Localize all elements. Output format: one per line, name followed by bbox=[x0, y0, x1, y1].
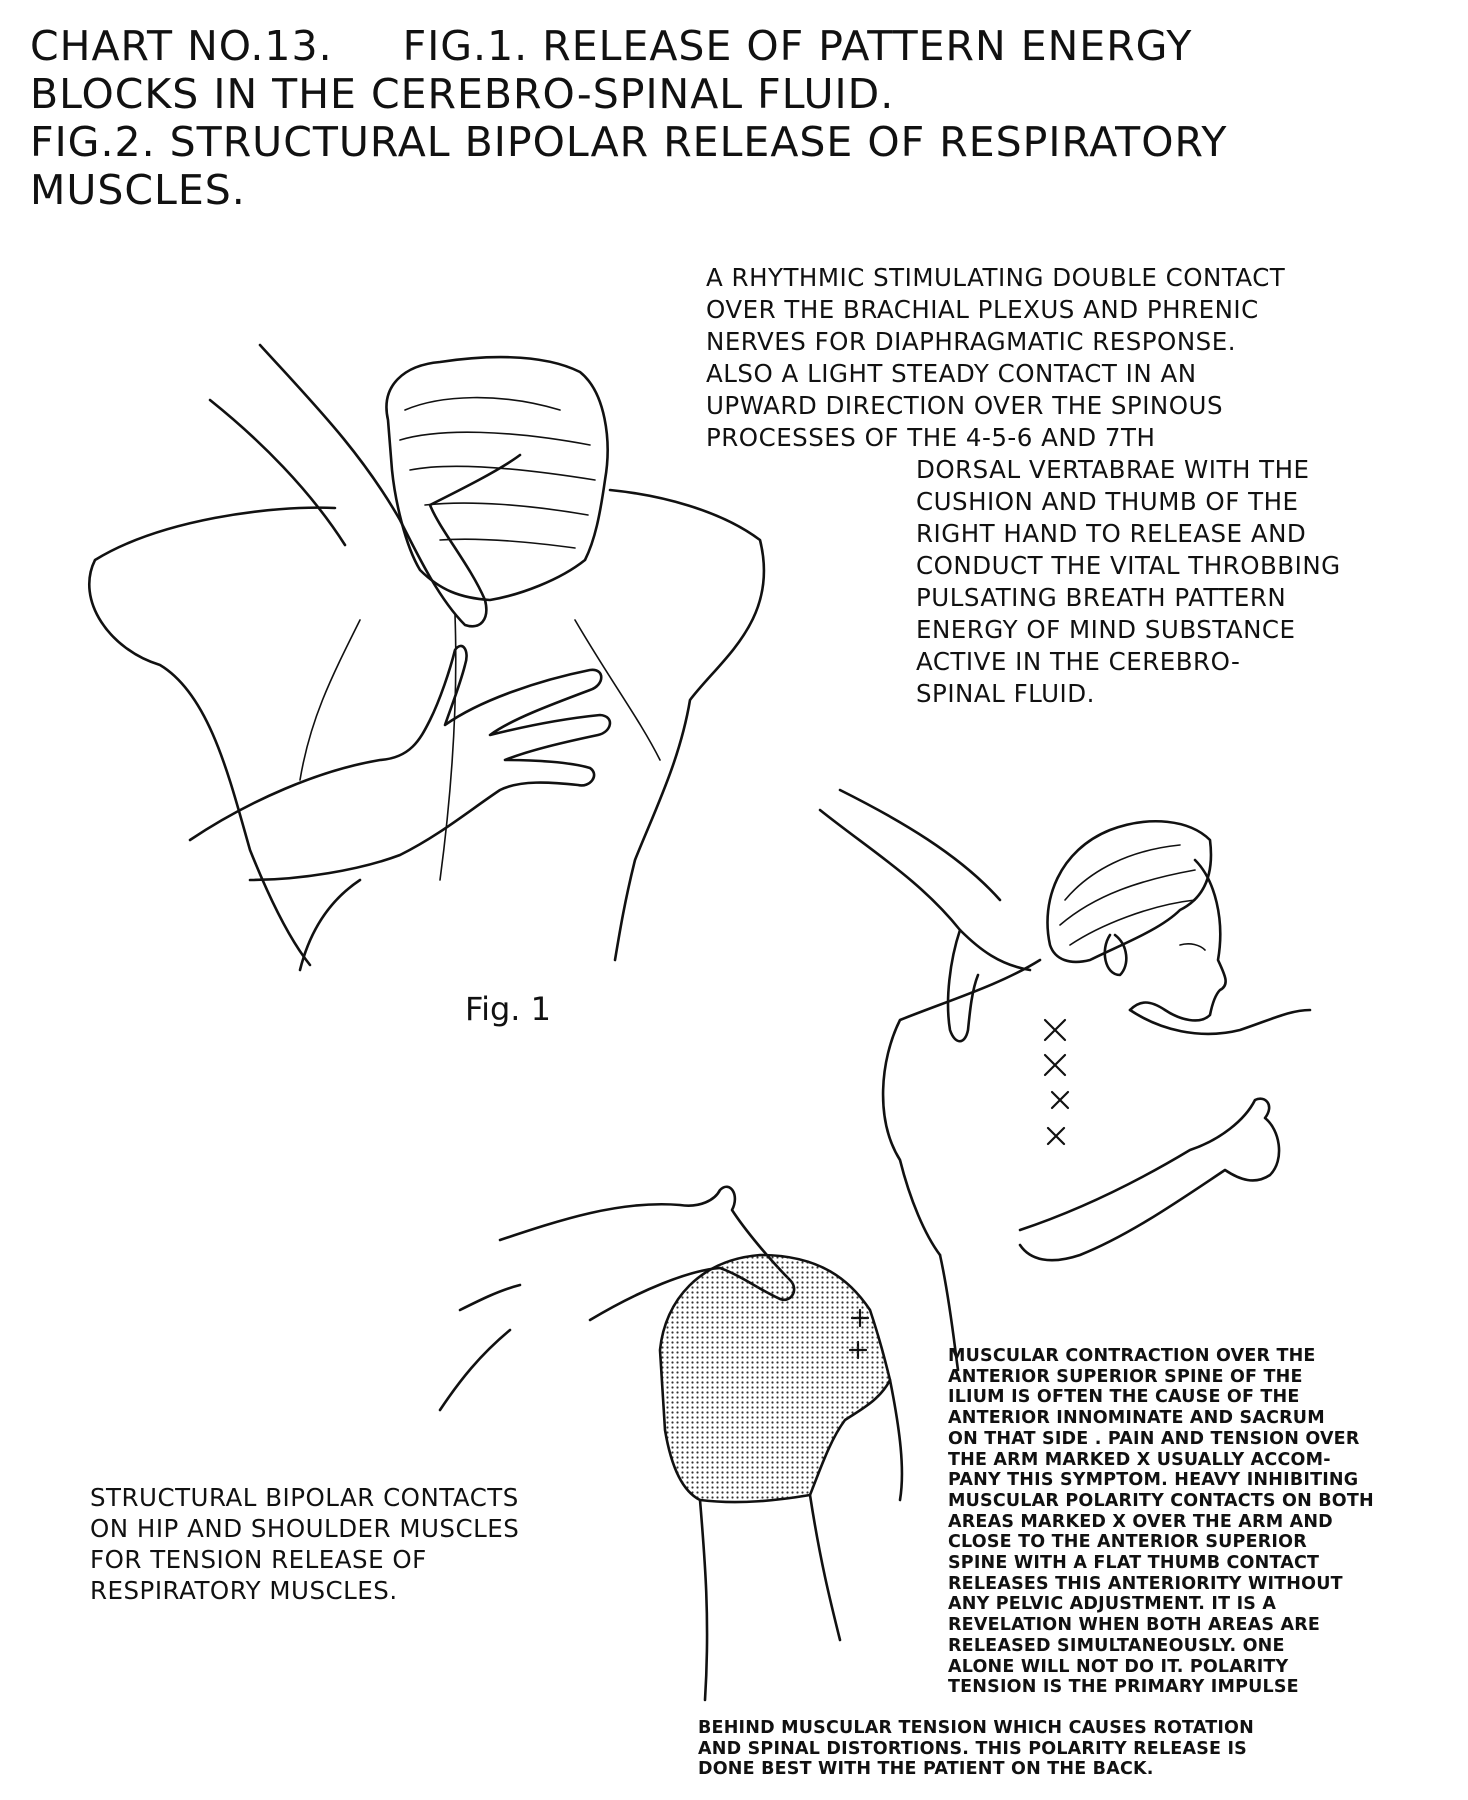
fig2-annotation-tail-line: BEHIND MUSCULAR TENSION WHICH CAUSES ROTATION bbox=[698, 1718, 1254, 1738]
title-line-1 bbox=[30, 22, 1440, 70]
fig2-caption-line: STRUCTURAL BIPOLAR CONTACTS bbox=[90, 1483, 519, 1512]
fig2-caption-line: ON HIP AND SHOULDER MUSCLES bbox=[90, 1514, 520, 1543]
fig2-annotation-line: CLOSE TO THE ANTERIOR SUPERIOR bbox=[948, 1532, 1307, 1553]
fig2-annotation-line: ANTERIOR SUPERIOR SPINE OF THE bbox=[948, 1366, 1303, 1387]
fig2-annotation-line: ALONE WILL NOT DO IT. POLARITY bbox=[948, 1656, 1289, 1677]
title-line-2: BLOCKS IN THE CEREBRO-SPINAL FLUID. bbox=[30, 70, 895, 118]
fig2-back bbox=[883, 960, 1040, 1255]
fig2-annotation bbox=[948, 1346, 1374, 1698]
fig2-caption bbox=[90, 1482, 519, 1606]
fig2-annotation-line: MUSCULAR CONTRACTION OVER THE bbox=[948, 1346, 1316, 1366]
chart-title bbox=[30, 22, 1440, 214]
fig2-shorts bbox=[660, 1255, 890, 1502]
fig1-annotation-line: OVER THE BRACHIAL PLEXUS AND PHRENIC bbox=[706, 295, 1259, 324]
fig1-annotation-line: A RHYTHMIC STIMULATING DOUBLE CONTACT bbox=[706, 263, 1286, 292]
fig2-caption-line: RESPIRATORY MUSCLES. bbox=[90, 1576, 398, 1605]
title-line-3: FIG.2. STRUCTURAL BIPOLAR RELEASE OF RESPIRATORY bbox=[30, 118, 1228, 166]
fig2-annotation-line: SPINE WITH A FLAT THUMB CONTACT bbox=[948, 1553, 1320, 1574]
fig2-x-marks bbox=[1045, 1020, 1068, 1144]
fig1-annotation-line: NERVES FOR DIAPHRAGMATIC RESPONSE. bbox=[706, 327, 1236, 356]
fig1-annotation-line: ALSO A LIGHT STEADY CONTACT IN AN bbox=[706, 359, 1197, 388]
fig2-annotation-line: PANY THIS SYMPTOM. HEAVY INHIBITING bbox=[948, 1470, 1359, 1491]
fig2-face bbox=[1130, 860, 1226, 1020]
fig1-annotation-line: PROCESSES OF THE 4-5-6 AND 7TH bbox=[706, 423, 1156, 452]
fig2-annotation-line: ILIUM IS OFTEN THE CAUSE OF THE bbox=[948, 1387, 1300, 1408]
fig1-annotation-line: ACTIVE IN THE CEREBRO- bbox=[916, 647, 1241, 676]
fig1-annotation-line: CONDUCT THE VITAL THROBBING bbox=[916, 551, 1341, 580]
fig1-shoulder-blade bbox=[300, 620, 660, 780]
fig1-annotation-line: CUSHION AND THUMB OF THE bbox=[916, 487, 1299, 516]
fig1-lower-arm bbox=[300, 880, 360, 970]
fig1-upper-arm-lower-edge bbox=[210, 400, 345, 545]
fig1-annotation-line: ENERGY OF MIND SUBSTANCE bbox=[916, 615, 1296, 644]
fig2-hip-arm bbox=[440, 1285, 520, 1410]
title-line-4: MUSCLES. bbox=[30, 166, 246, 214]
fig2-annotation-line: ANY PELVIC ADJUSTMENT. IT IS A bbox=[948, 1594, 1277, 1615]
fig2-annotation-line: RELEASED SIMULTANEOUSLY. ONE bbox=[948, 1635, 1285, 1656]
fig2-annotation-line: ON THAT SIDE . PAIN AND TENSION OVER bbox=[948, 1428, 1360, 1449]
fig2-front bbox=[1130, 1010, 1310, 1034]
fig2-caption-line: FOR TENSION RELEASE OF bbox=[90, 1545, 427, 1574]
fig2-eye bbox=[1180, 944, 1205, 950]
chart-number: CHART NO.13. bbox=[30, 22, 333, 70]
fig2-practitioner-hand bbox=[948, 930, 978, 1041]
fig2-annotation-line: TENSION IS THE PRIMARY IMPULSE bbox=[948, 1677, 1299, 1698]
fig2-ear bbox=[1105, 935, 1127, 975]
fig1-hair-strands bbox=[400, 398, 595, 548]
fig2-annotation-line: ANTERIOR INNOMINATE AND SACRUM bbox=[948, 1408, 1325, 1429]
figure-1-drawing bbox=[89, 345, 764, 970]
fig1-title: FIG.1. RELEASE OF PATTERN ENERGY bbox=[402, 22, 1193, 70]
fig2-annotation-line: AREAS MARKED X OVER THE ARM AND bbox=[948, 1511, 1333, 1532]
fig2-annotation-line: THE ARM MARKED X USUALLY ACCOM- bbox=[948, 1449, 1331, 1470]
fig1-hair bbox=[387, 357, 608, 600]
fig2-leg-front bbox=[700, 1495, 840, 1700]
fig1-annotation-line: DORSAL VERTABRAE WITH THE bbox=[916, 455, 1310, 484]
fig1-annotation-line: RIGHT HAND TO RELEASE AND bbox=[916, 519, 1307, 548]
fig2-annotation-tail-line: AND SPINAL DISTORTIONS. THIS POLARITY RELEASE IS bbox=[698, 1738, 1247, 1759]
fig2-annotation-line: REVELATION WHEN BOTH AREAS ARE bbox=[948, 1615, 1321, 1636]
fig2-annotation-tail-line: DONE BEST WITH THE PATIENT ON THE BACK. bbox=[698, 1759, 1154, 1780]
fig2-practitioner-arm bbox=[820, 790, 1030, 970]
fig2-forearm bbox=[1020, 1099, 1279, 1261]
fig1-annotation-line: SPINAL FLUID. bbox=[916, 679, 1095, 708]
fig1-lower-hand bbox=[190, 646, 610, 880]
fig2-annotation-tail bbox=[698, 1718, 1254, 1780]
fig1-annotation-line: PULSATING BREATH PATTERN bbox=[916, 583, 1287, 612]
fig1-annotation-line: UPWARD DIRECTION OVER THE SPINOUS bbox=[706, 391, 1224, 420]
fig1-annotation bbox=[706, 262, 1341, 710]
fig1-label: Fig. 1 bbox=[465, 990, 551, 1028]
fig2-annotation-line: RELEASES THIS ANTERIORITY WITHOUT bbox=[948, 1573, 1343, 1594]
fig2-hair-strands bbox=[1060, 845, 1195, 945]
fig1-torso-outline bbox=[89, 508, 335, 965]
fig2-annotation-line: MUSCULAR POLARITY CONTACTS ON BOTH bbox=[948, 1490, 1374, 1511]
fig2-thigh-line bbox=[890, 1380, 902, 1500]
